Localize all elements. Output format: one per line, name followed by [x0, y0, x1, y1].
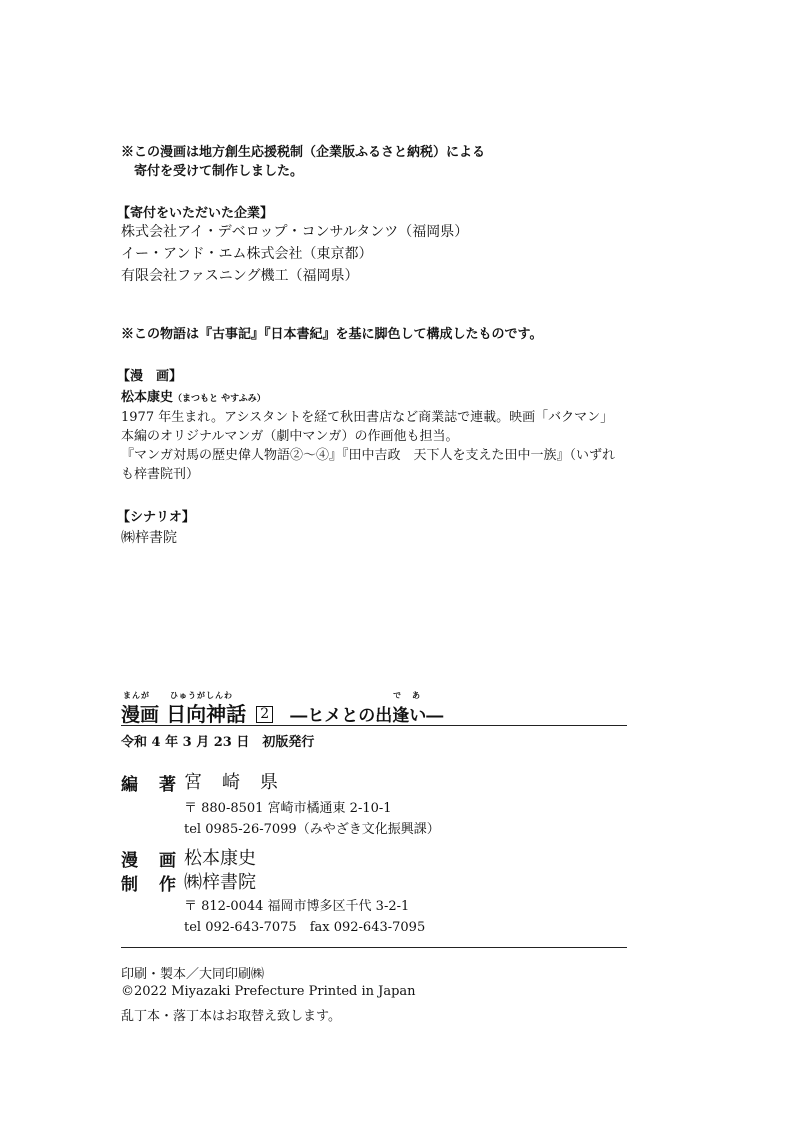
producer-tel: tel 092-643-7075 fax 092-643-7095: [184, 920, 426, 935]
subtitle: [290, 706, 443, 726]
producer-name: ㈱梓書院: [184, 872, 256, 893]
copyright: ©2022 Miyazaki Prefecture Printed in Japan: [121, 984, 416, 999]
title-main-ruby: ひゅうがしんわ: [170, 690, 233, 700]
subtitle-part: ―ヒメとの: [290, 706, 376, 726]
producer-address: 〒 812-0044 福岡市博多区千代 3-2-1: [184, 899, 410, 914]
funding-notice-line2: 寄付を受けて制作しました。: [134, 164, 304, 179]
story-basis-note: ※この物語は『古事記』『日本書紀』を基に脚色して構成したものです。: [121, 327, 543, 342]
funding-notice-line1: ※この漫画は地方創生応援税制（企業版ふるさと納税）による: [121, 145, 486, 160]
editor-address: 〒 880-8501 宮崎市橘通東 2-10-1: [184, 801, 392, 816]
artist-bio-line: も梓書院刊）: [121, 467, 200, 482]
donors-heading: 【寄付をいただいた企業】: [117, 206, 274, 221]
artist-label: 漫 画: [121, 851, 178, 871]
title-prefix-ruby: まんが: [123, 690, 150, 700]
volume-number: 2: [256, 706, 273, 723]
editor-label: 編 著: [121, 775, 178, 795]
scenario-heading: 【シナリオ】: [117, 510, 195, 525]
artist-name-line: [121, 386, 266, 405]
artist-bio-line: 『マンガ対馬の歴史偉人物語②～④』『田中吉政 天下人を支えた田中一族』（いずれ: [121, 448, 616, 463]
artist-name: 松本康史: [121, 390, 174, 405]
artist-bio-line: 本編のオリジナルマンガ（劇中マンガ）の作画他も担当。: [121, 429, 459, 444]
donor-item: 株式会社アイ・デベロップ・コンサルタンツ（福岡県）: [121, 224, 469, 240]
manga-heading: 【漫 画】: [117, 369, 183, 384]
title-main: 日向神話: [166, 702, 247, 726]
title-divider: [121, 725, 627, 726]
producer-label: 制 作: [121, 875, 178, 895]
donor-item: 有限会社ファスニング機工（福岡県）: [121, 268, 359, 284]
editor-name: 宮 崎 県: [184, 772, 279, 793]
subtitle-part: 逢: [392, 706, 410, 726]
subtitle-part: い―: [409, 706, 444, 726]
donor-item: イー・アンド・エム株式会社（東京都）: [121, 246, 373, 262]
colophon-artist-name: 松本康史: [184, 848, 256, 869]
footer-divider: [121, 947, 627, 948]
subtitle-a-ruby: あ: [412, 690, 421, 700]
book-title: [121, 698, 443, 727]
scenario-name: ㈱梓書院: [121, 530, 177, 546]
editor-tel: tel 0985-26-7099（みやざき文化振興課）: [184, 822, 440, 837]
printing-info: 印刷・製本／大同印刷㈱: [121, 967, 265, 982]
subtitle-de-ruby: で: [393, 690, 402, 700]
title-prefix: 漫画: [121, 704, 160, 726]
disclaimer: 乱丁本・落丁本はお取替え致します。: [121, 1009, 341, 1024]
publish-date: 令和 4 年 3 月 23 日 初版発行: [121, 735, 315, 750]
subtitle-part: 出: [375, 706, 393, 726]
artist-bio-line: 1977 年生まれ。アシスタントを経て秋田書店など商業誌で連載。映画「バクマン」: [121, 410, 614, 425]
artist-name-reading: （まつもと やすふみ）: [173, 394, 266, 404]
